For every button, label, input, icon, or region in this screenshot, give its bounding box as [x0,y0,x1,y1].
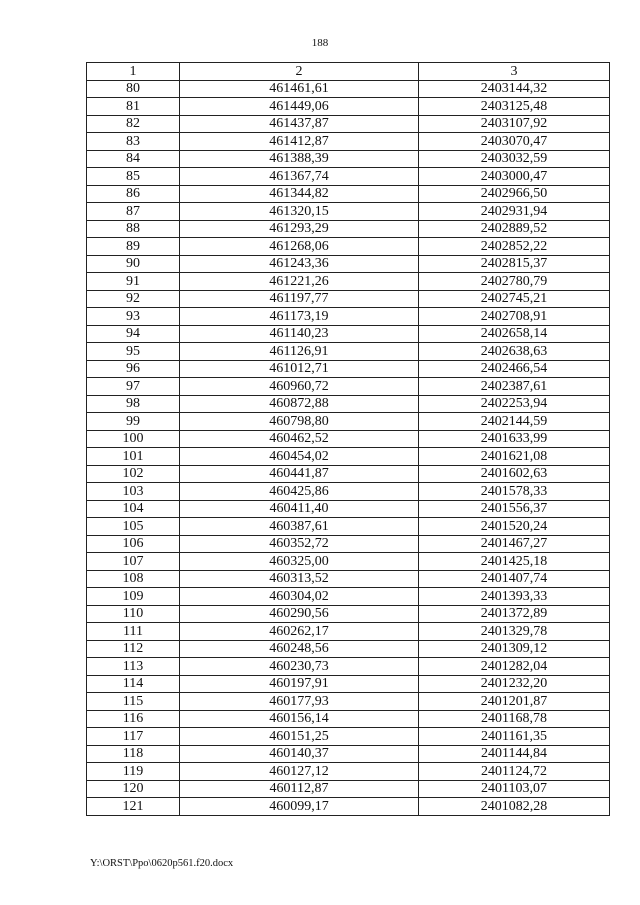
table-row [87,168,610,186]
y-coordinate-cell: 2401602,63 [419,465,610,483]
y-coordinate-cell: 2401082,28 [419,798,610,816]
table-row [87,728,610,746]
y-coordinate-cell: 2401201,87 [419,693,610,711]
table-row [87,115,610,133]
table-row [87,588,610,606]
x-coordinate-cell: 461140,23 [180,325,419,343]
y-coordinate-cell: 2401425,18 [419,553,610,571]
point-number-cell: 114 [87,675,180,693]
point-number-cell: 110 [87,605,180,623]
x-coordinate-cell: 460441,87 [180,465,419,483]
table-row [87,605,610,623]
y-coordinate-cell: 2402387,61 [419,378,610,396]
x-coordinate-cell: 460156,14 [180,710,419,728]
y-coordinate-cell: 2402780,79 [419,273,610,291]
point-number-cell: 103 [87,483,180,501]
x-coordinate-cell: 460112,87 [180,780,419,798]
table-row [87,465,610,483]
x-coordinate-cell: 460140,37 [180,745,419,763]
table-row [87,290,610,308]
x-coordinate-cell: 460960,72 [180,378,419,396]
x-coordinate-cell: 460462,52 [180,430,419,448]
x-coordinate-cell: 461012,71 [180,360,419,378]
x-coordinate-cell: 460099,17 [180,798,419,816]
table-row [87,518,610,536]
point-number-cell: 89 [87,238,180,256]
point-number-cell: 86 [87,185,180,203]
x-coordinate-cell: 461268,06 [180,238,419,256]
x-coordinate-cell: 460313,52 [180,570,419,588]
x-coordinate-cell: 461173,19 [180,308,419,326]
table-row [87,745,610,763]
y-coordinate-cell: 2403000,47 [419,168,610,186]
x-coordinate-cell: 460262,17 [180,623,419,641]
table-row [87,780,610,798]
y-coordinate-cell: 2401168,78 [419,710,610,728]
x-coordinate-cell: 461367,74 [180,168,419,186]
point-number-cell: 118 [87,745,180,763]
point-number-cell: 108 [87,570,180,588]
point-number-cell: 104 [87,500,180,518]
x-coordinate-cell: 461449,06 [180,98,419,116]
table-row [87,413,610,431]
point-number-cell: 101 [87,448,180,466]
x-coordinate-cell: 461293,29 [180,220,419,238]
table-row [87,710,610,728]
file-path-footer: Y:\ORST\Ppo\0620p561.f20.docx [90,858,234,869]
point-number-cell: 107 [87,553,180,571]
y-coordinate-cell: 2401633,99 [419,430,610,448]
point-number-cell: 93 [87,308,180,326]
x-coordinate-cell: 460872,88 [180,395,419,413]
point-number-cell: 100 [87,430,180,448]
table-row [87,675,610,693]
table-row [87,343,610,361]
point-number-cell: 121 [87,798,180,816]
x-coordinate-cell: 460454,02 [180,448,419,466]
x-coordinate-cell: 461461,61 [180,80,419,98]
x-coordinate-cell: 460304,02 [180,588,419,606]
table-row [87,325,610,343]
x-coordinate-cell: 460290,56 [180,605,419,623]
y-coordinate-cell: 2403125,48 [419,98,610,116]
y-coordinate-cell: 2402815,37 [419,255,610,273]
y-coordinate-cell: 2402638,63 [419,343,610,361]
y-coordinate-cell: 2401467,27 [419,535,610,553]
table-row [87,220,610,238]
point-number-cell: 116 [87,710,180,728]
table-row [87,640,610,658]
x-coordinate-cell: 460248,56 [180,640,419,658]
y-coordinate-cell: 2401282,04 [419,658,610,676]
table-row [87,658,610,676]
column-header-2: 2 [180,63,419,81]
y-coordinate-cell: 2401621,08 [419,448,610,466]
point-number-cell: 83 [87,133,180,151]
point-number-cell: 90 [87,255,180,273]
table-row [87,255,610,273]
y-coordinate-cell: 2402966,50 [419,185,610,203]
y-coordinate-cell: 2401309,12 [419,640,610,658]
y-coordinate-cell: 2402852,22 [419,238,610,256]
point-number-cell: 97 [87,378,180,396]
x-coordinate-cell: 461344,82 [180,185,419,203]
point-number-cell: 87 [87,203,180,221]
table-row [87,693,610,711]
table-body [87,80,610,815]
point-number-cell: 81 [87,98,180,116]
point-number-cell: 105 [87,518,180,536]
y-coordinate-cell: 2401372,89 [419,605,610,623]
table-row [87,378,610,396]
point-number-cell: 115 [87,693,180,711]
x-coordinate-cell: 460387,61 [180,518,419,536]
point-number-cell: 95 [87,343,180,361]
table-row [87,763,610,781]
column-header-3: 3 [419,63,610,81]
point-number-cell: 91 [87,273,180,291]
y-coordinate-cell: 2403144,32 [419,80,610,98]
x-coordinate-cell: 461197,77 [180,290,419,308]
x-coordinate-cell: 460177,93 [180,693,419,711]
x-coordinate-cell: 461412,87 [180,133,419,151]
y-coordinate-cell: 2401520,24 [419,518,610,536]
point-number-cell: 106 [87,535,180,553]
y-coordinate-cell: 2402658,14 [419,325,610,343]
column-header-1: 1 [87,63,180,81]
y-coordinate-cell: 2401161,35 [419,728,610,746]
table-row [87,448,610,466]
point-number-cell: 96 [87,360,180,378]
y-coordinate-cell: 2401232,20 [419,675,610,693]
y-coordinate-cell: 2401578,33 [419,483,610,501]
point-number-cell: 88 [87,220,180,238]
table-row [87,98,610,116]
point-number-cell: 102 [87,465,180,483]
x-coordinate-cell: 460230,73 [180,658,419,676]
x-coordinate-cell: 461320,15 [180,203,419,221]
table-row [87,308,610,326]
point-number-cell: 120 [87,780,180,798]
y-coordinate-cell: 2402745,21 [419,290,610,308]
y-coordinate-cell: 2402144,59 [419,413,610,431]
x-coordinate-cell: 460197,91 [180,675,419,693]
point-number-cell: 117 [87,728,180,746]
y-coordinate-cell: 2401556,37 [419,500,610,518]
y-coordinate-cell: 2401124,72 [419,763,610,781]
point-number-cell: 82 [87,115,180,133]
table-row [87,623,610,641]
page-number: 188 [311,37,329,49]
table-row [87,798,610,816]
y-coordinate-cell: 2401329,78 [419,623,610,641]
y-coordinate-cell: 2402889,52 [419,220,610,238]
table-row [87,273,610,291]
point-number-cell: 109 [87,588,180,606]
table-row [87,553,610,571]
point-number-cell: 98 [87,395,180,413]
table-row [87,203,610,221]
x-coordinate-cell: 460352,72 [180,535,419,553]
table-header-row [87,63,610,81]
x-coordinate-cell: 460798,80 [180,413,419,431]
y-coordinate-cell: 2401393,33 [419,588,610,606]
table-row [87,570,610,588]
point-number-cell: 94 [87,325,180,343]
x-coordinate-cell: 461437,87 [180,115,419,133]
table-row [87,80,610,98]
point-number-cell: 111 [87,623,180,641]
table-row [87,150,610,168]
x-coordinate-cell: 460127,12 [180,763,419,781]
x-coordinate-cell: 461388,39 [180,150,419,168]
table-row [87,133,610,151]
point-number-cell: 113 [87,658,180,676]
x-coordinate-cell: 460325,00 [180,553,419,571]
x-coordinate-cell: 461221,26 [180,273,419,291]
point-number-cell: 85 [87,168,180,186]
table-row [87,360,610,378]
y-coordinate-cell: 2402708,91 [419,308,610,326]
x-coordinate-cell: 461126,91 [180,343,419,361]
point-number-cell: 112 [87,640,180,658]
y-coordinate-cell: 2401144,84 [419,745,610,763]
y-coordinate-cell: 2402466,54 [419,360,610,378]
point-number-cell: 80 [87,80,180,98]
table-row [87,500,610,518]
y-coordinate-cell: 2402931,94 [419,203,610,221]
y-coordinate-cell: 2402253,94 [419,395,610,413]
x-coordinate-cell: 460425,86 [180,483,419,501]
table-row [87,430,610,448]
table-row [87,395,610,413]
x-coordinate-cell: 460411,40 [180,500,419,518]
point-number-cell: 84 [87,150,180,168]
point-number-cell: 119 [87,763,180,781]
table-row [87,185,610,203]
y-coordinate-cell: 2403070,47 [419,133,610,151]
point-number-cell: 99 [87,413,180,431]
y-coordinate-cell: 2403032,59 [419,150,610,168]
x-coordinate-cell: 461243,36 [180,255,419,273]
coordinates-table [86,62,610,816]
table-row [87,238,610,256]
y-coordinate-cell: 2401407,74 [419,570,610,588]
y-coordinate-cell: 2403107,92 [419,115,610,133]
point-number-cell: 92 [87,290,180,308]
table-row [87,535,610,553]
table-row [87,483,610,501]
y-coordinate-cell: 2401103,07 [419,780,610,798]
x-coordinate-cell: 460151,25 [180,728,419,746]
